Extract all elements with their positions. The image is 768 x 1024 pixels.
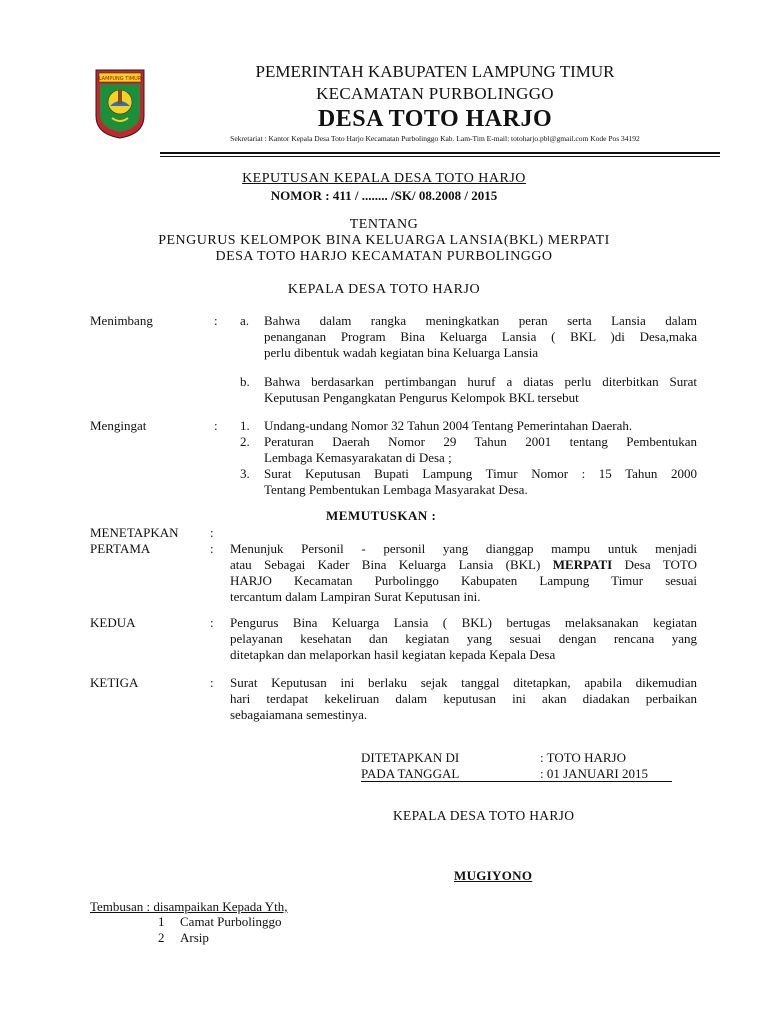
tembusan-item-number: 1 xyxy=(158,914,165,929)
pertama-text xyxy=(230,541,697,605)
mengingat-item-number: 3. xyxy=(240,466,250,481)
pertama-colon: : xyxy=(210,541,214,556)
mengingat-item-text xyxy=(264,466,697,498)
mengingat-item-text xyxy=(264,434,697,466)
menimbang-a-marker: a. xyxy=(240,313,250,328)
official-heading: KEPALA DESA TOTO HARJO xyxy=(287,282,481,297)
ketiga-line: hari terdapat kekeliruan dalam keputusan ini akan diadakan perbaikan xyxy=(230,691,697,706)
menetapkan-colon: : xyxy=(210,525,214,540)
kedua-line: pelayanan kesehatan dan kegiatan yang sesuai dengan rencana yang xyxy=(230,631,697,646)
place-label: DITETAPKAN DI xyxy=(361,750,460,765)
menimbang-b-marker: b. xyxy=(240,374,250,389)
menimbang-a-line: Bahwa dalam rangka meningkatkan peran serta Lansia dalam xyxy=(264,313,697,328)
menetapkan-label: MENETAPKAN xyxy=(90,525,179,540)
mengingat-item-text xyxy=(264,418,697,434)
ketiga-line: sebagaiamana semestinya. xyxy=(230,707,368,722)
mengingat-label: Mengingat xyxy=(90,418,147,433)
lampung-timur-emblem-icon xyxy=(94,68,146,140)
place-value: : TOTO HARJO xyxy=(540,750,626,765)
merpati-bold: MERPATI xyxy=(552,557,613,572)
date-value: : 01 JANUARI 2015 xyxy=(540,766,648,781)
tembusan-label: Tembusan : disampaikan Kepada Yth, xyxy=(90,899,288,914)
header-government: PEMERINTAH KABUPATEN LAMPUNG TIMUR xyxy=(255,62,615,81)
mengingat-item-number: 1. xyxy=(240,418,250,433)
subject-line-2: DESA TOTO HARJO KECAMATAN PURBOLINGGO xyxy=(215,249,553,264)
menimbang-label: Menimbang xyxy=(90,313,153,328)
menimbang-a-line: perlu dibentuk wadah kegiatan bina Keluarga Lansia xyxy=(264,345,539,360)
kedua-text xyxy=(230,615,697,663)
kedua-line: Pengurus Bina Keluarga Lansia ( BKL) bertugas melaksanakan kegiatan xyxy=(230,615,697,630)
pertama-line: HARJO Kecamatan Purbolinggo Kabupaten Lampung Timur sesuai xyxy=(230,573,697,588)
header-address: Sekretariat : Kantor Kepala Desa Toto Harjo Kecamatan Purbolinggo Kab. Lam-Tim E-mail: totoharjo.pbl@gmail.com Kode Pos 34192 xyxy=(230,134,640,143)
ketiga-colon: : xyxy=(210,675,214,690)
tembusan-item-text: Camat Purbolinggo xyxy=(180,914,282,929)
date-label: PADA TANGGAL xyxy=(361,766,460,781)
decision-number: NOMOR : 411 / ........ /SK/ 08.2008 / 2015 xyxy=(270,188,498,203)
pertama-line: tercantum dalam Lampiran Surat Keputusan ini. xyxy=(230,589,481,604)
header-rule-thin xyxy=(160,156,720,157)
menimbang-a-line: penanganan Program Bina Keluarga Lansia ( BKL )di Desa,maka xyxy=(264,329,697,344)
header-district: KECAMATAN PURBOLINGGO xyxy=(316,84,554,103)
mengingat-item-line: Lembaga Kemasyarakatan di Desa ; xyxy=(264,450,452,465)
menimbang-b-line: Bahwa berdasarkan pertimbangan huruf a diatas perlu diterbitkan Surat xyxy=(264,374,697,389)
header-village: DESA TOTO HARJO xyxy=(317,106,553,132)
ketiga-label: KETIGA xyxy=(90,675,139,690)
kedua-colon: : xyxy=(210,615,214,630)
menimbang-b-line: Keputusan Pengangkatan Pengurus Kelompok BKL tersebut xyxy=(264,390,579,405)
mengingat-colon: : xyxy=(214,418,218,433)
pertama-line-part: atau Sebagai Kader Bina Keluarga Lansia (BKL) xyxy=(230,557,553,572)
mengingat-item-line: Tentang Pembentukan Lembaga Masyarakat Desa. xyxy=(264,482,528,497)
mengingat-item-number: 2. xyxy=(240,434,250,449)
pertama-line xyxy=(230,557,697,573)
pertama-label: PERTAMA xyxy=(90,541,151,556)
header-rule-thick xyxy=(160,152,720,154)
mengingat-item-line: Undang-undang Nomor 32 Tahun 2004 Tentang Pemerintahan Daerah. xyxy=(264,418,633,433)
menimbang-a-text xyxy=(264,313,697,361)
signatory-name: MUGIYONO xyxy=(454,868,533,883)
memutuskan-heading: MEMUTUSKAN : xyxy=(326,508,437,523)
ketiga-text xyxy=(230,675,697,723)
kedua-line: ditetapkan dan melaporkan hasil kegiatan kepada Kepala Desa xyxy=(230,647,556,662)
menimbang-b-text xyxy=(264,374,697,406)
kedua-label: KEDUA xyxy=(90,615,136,630)
mengingat-item-line: Surat Keputusan Bupati Lampung Timur Nomor : 15 Tahun 2000 xyxy=(264,466,697,481)
signatory-title: KEPALA DESA TOTO HARJO xyxy=(393,808,575,823)
decision-title: KEPUTUSAN KEPALA DESA TOTO HARJO xyxy=(242,171,526,186)
tentang-heading: TENTANG xyxy=(349,217,419,232)
svg-text:LAMPUNG TIMUR: LAMPUNG TIMUR xyxy=(98,76,142,82)
subject-line-1: PENGURUS KELOMPOK BINA KELUARGA LANSIA(BKL) MERPATI xyxy=(158,233,610,248)
pertama-line-part: Desa TOTO xyxy=(612,557,697,572)
menimbang-colon: : xyxy=(214,313,218,328)
mengingat-item-line: Peraturan Daerah Nomor 29 Tahun 2001 tentang Pembentukan xyxy=(264,434,697,449)
pertama-line: Menunjuk Personil - personil yang dianggap mampu untuk menjadi xyxy=(230,541,697,556)
tembusan-item-text: Arsip xyxy=(180,930,209,945)
ketiga-line: Surat Keputusan ini berlaku sejak tanggal ditetapkan, apabila dikemudian xyxy=(230,675,697,690)
tembusan-item-number: 2 xyxy=(158,930,165,945)
